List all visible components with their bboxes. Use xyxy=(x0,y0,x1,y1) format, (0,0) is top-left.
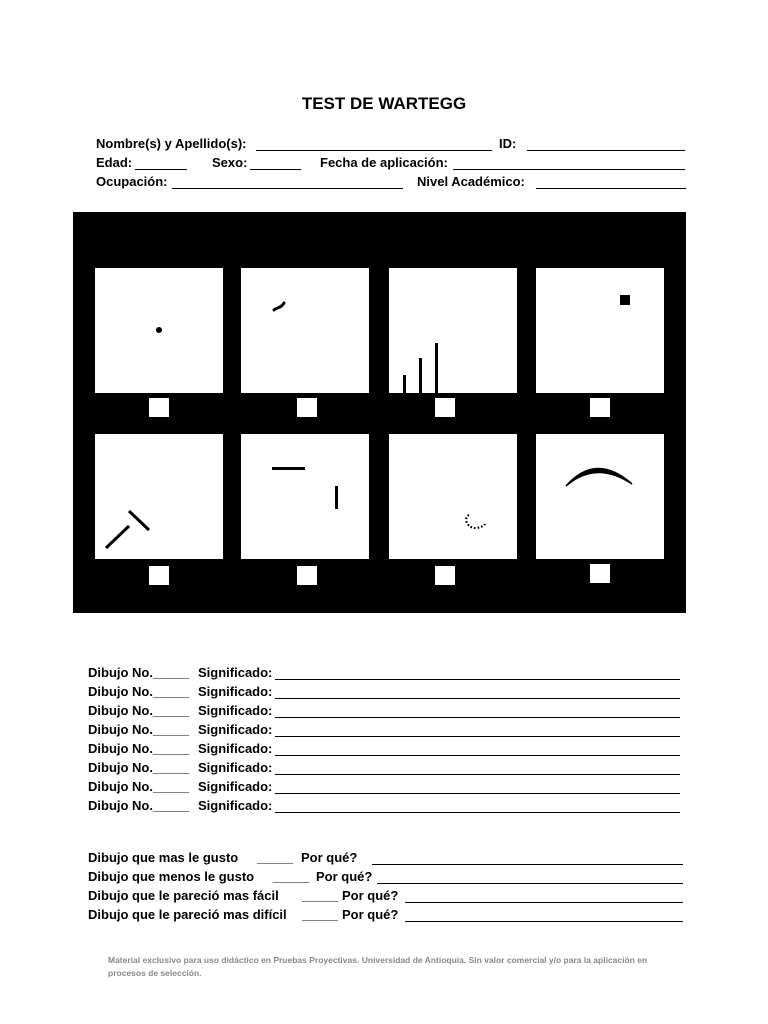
id-field[interactable] xyxy=(527,150,685,151)
meaning-label: Significado: xyxy=(198,760,273,775)
cell-1-number-box[interactable] xyxy=(149,398,169,417)
drawing-number-label: Dibujo No._____ xyxy=(88,703,190,718)
sex-field[interactable] xyxy=(250,169,301,170)
question-4-answer[interactable] xyxy=(405,921,683,922)
cell-8-number-box[interactable] xyxy=(590,564,610,583)
meaning-field[interactable] xyxy=(275,755,680,756)
dot-stimulus xyxy=(95,268,223,393)
meaning-label: Significado: xyxy=(198,684,273,699)
wartegg-cell-8[interactable] xyxy=(536,434,664,559)
wartegg-cell-7[interactable] xyxy=(389,434,517,559)
meaning-field[interactable] xyxy=(275,736,680,737)
occupation-label: Ocupación: xyxy=(96,174,168,189)
question-3-blank[interactable]: _____ xyxy=(302,888,339,903)
meaning-field[interactable] xyxy=(275,679,680,680)
question-4-label: Dibujo que le pareció mas difícil xyxy=(88,907,287,922)
date-field[interactable] xyxy=(453,169,685,170)
ascending-lines-stimulus xyxy=(389,268,517,393)
question-2-blank[interactable]: _____ xyxy=(273,869,310,884)
occupation-field[interactable] xyxy=(172,188,403,189)
meaning-field[interactable] xyxy=(275,717,680,718)
drawing-number-label: Dibujo No._____ xyxy=(88,741,190,756)
cell-5-number-box[interactable] xyxy=(149,566,169,585)
meaning-label: Significado: xyxy=(198,703,273,718)
question-1-blank[interactable]: _____ xyxy=(257,850,294,865)
wartegg-cell-1[interactable] xyxy=(95,268,223,393)
meaning-label: Significado: xyxy=(198,741,273,756)
question-3-label: Dibujo que le pareció mas fácil xyxy=(88,888,279,903)
meaning-label: Significado: xyxy=(198,665,273,680)
question-4-blank[interactable]: _____ xyxy=(302,907,339,922)
meaning-field[interactable] xyxy=(275,774,680,775)
name-field[interactable] xyxy=(256,150,492,151)
dotted-arc-stimulus xyxy=(389,434,517,559)
meaning-label: Significado: xyxy=(198,779,273,794)
wartegg-cell-2[interactable] xyxy=(241,268,369,393)
wartegg-board xyxy=(73,212,686,613)
question-3-answer[interactable] xyxy=(405,902,683,903)
question-1-answer[interactable] xyxy=(372,864,683,865)
drawing-number-label: Dibujo No._____ xyxy=(88,798,190,813)
date-label: Fecha de aplicación: xyxy=(320,155,448,170)
drawing-number-label: Dibujo No._____ xyxy=(88,760,190,775)
drawing-number-label: Dibujo No._____ xyxy=(88,665,190,680)
meaning-field[interactable] xyxy=(275,793,680,794)
drawing-number-label: Dibujo No._____ xyxy=(88,779,190,794)
meaning-label: Significado: xyxy=(198,722,273,737)
meaning-field[interactable] xyxy=(275,698,680,699)
question-1-why: Por qué? xyxy=(301,850,358,865)
meaning-label: Significado: xyxy=(198,798,273,813)
wartegg-cell-5[interactable] xyxy=(95,434,223,559)
academic-field[interactable] xyxy=(536,188,686,189)
question-4-why: Por qué? xyxy=(342,907,399,922)
black-square-stimulus xyxy=(536,268,664,393)
wartegg-cell-3[interactable] xyxy=(389,268,517,393)
footer-disclaimer: Material exclusivo para uso didáctico en Pruebas Proyectivas. Universidad de Antioquia. Sin valor comercial y/o para la aplicación en procesos de selección. xyxy=(108,955,648,978)
name-label: Nombre(s) y Apellido(s): xyxy=(96,136,247,151)
meaning-field[interactable] xyxy=(275,812,680,813)
wave-stimulus xyxy=(241,268,369,393)
sex-label: Sexo: xyxy=(212,155,248,170)
drawing-number-label: Dibujo No._____ xyxy=(88,684,190,699)
diagonal-lines-stimulus xyxy=(95,434,223,559)
cell-4-number-box[interactable] xyxy=(590,398,610,417)
page-title: TEST DE WARTEGG xyxy=(301,94,467,113)
cell-3-number-box[interactable] xyxy=(435,398,455,417)
age-label: Edad: xyxy=(96,155,133,170)
question-2-label: Dibujo que menos le gusto xyxy=(88,869,255,884)
age-field[interactable] xyxy=(135,169,187,170)
question-2-answer[interactable] xyxy=(377,883,683,884)
drawing-number-label: Dibujo No._____ xyxy=(88,722,190,737)
wartegg-cell-4[interactable] xyxy=(536,268,664,393)
question-1-label: Dibujo que mas le gusto xyxy=(88,850,239,865)
id-label: ID: xyxy=(499,136,517,151)
cell-7-number-box[interactable] xyxy=(435,566,455,585)
perpendicular-lines-stimulus xyxy=(241,434,369,559)
curve-stimulus xyxy=(536,434,664,559)
wartegg-cell-6[interactable] xyxy=(241,434,369,559)
cell-2-number-box[interactable] xyxy=(297,398,317,417)
question-2-why: Por qué? xyxy=(316,869,373,884)
cell-6-number-box[interactable] xyxy=(297,566,317,585)
academic-label: Nivel Académico: xyxy=(417,174,525,189)
question-3-why: Por qué? xyxy=(342,888,399,903)
